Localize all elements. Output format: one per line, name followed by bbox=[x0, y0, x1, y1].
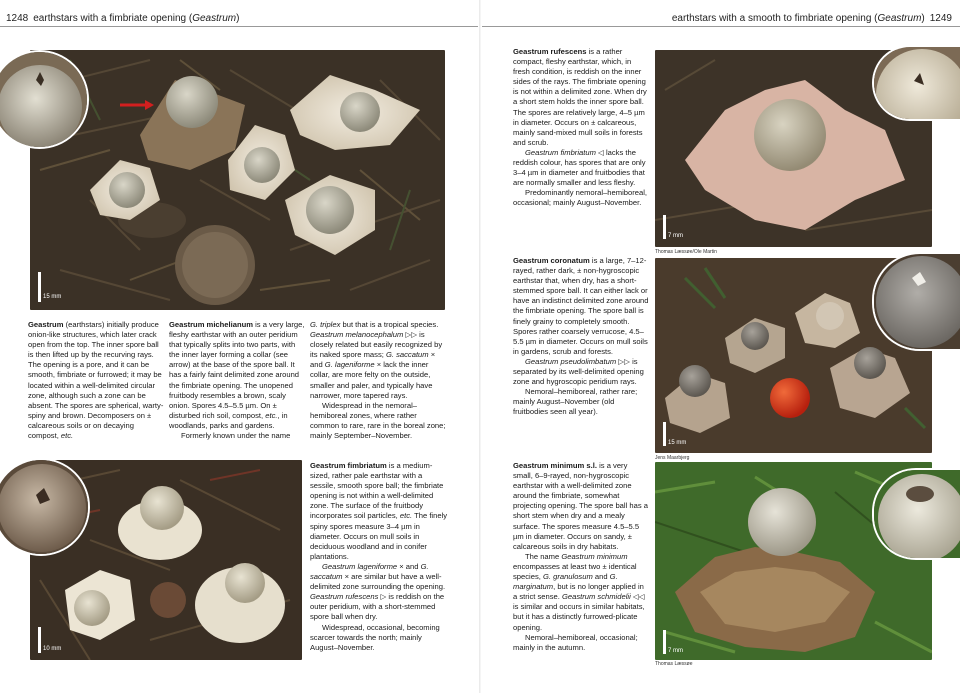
left-page-number: 1248 bbox=[6, 13, 29, 24]
text-minimum: Geastrum minimum s.l. is a very small, 6–9-rayed, non-hygroscopic earthstar with a well-delimited zone around the fimbriate, somewhat projecting opening. The spore ball has a short stem when dry and a mealy surface. The spores measure 4.5–5.5 µm in diameter. Occurs on sandy, ± calcareous soils in dry habitats. The name Geastrum minimum encompasses at least two ± identical species, G. granulosum and G. marginatum, but is no longer applied in a strict sense. Geastrum schmidelii ◁◁ is similar and occurs in similar habitats, but it has a distinctly furrowed-plicate opening. Nemoral–hemiboreal, occasional; mainly in the autumn. bbox=[513, 461, 648, 652]
scale-label: 15 mm bbox=[668, 440, 687, 446]
right-header-title: earthstars with a smooth to fimbriate opening (Geastrum) bbox=[671, 13, 925, 24]
scale-bar bbox=[663, 215, 666, 239]
photo-credit-coronatum: Jens Maarbjerg bbox=[655, 455, 690, 461]
left-page-header bbox=[6, 13, 239, 24]
book-spine bbox=[479, 0, 481, 693]
scale-bar bbox=[38, 627, 41, 653]
left-header-rule bbox=[0, 26, 478, 27]
text-fimbriatum: Geastrum fimbriatum is a medium-sized, rather pale earthstar with a sessile, smooth spore ball; the fimbriate opening is not within a well-delimited zone. The surface of the fruitbody incorporates soil particles, etc. The finely spiny spores measure 3–4 µm in diameter. Occurs on mull soils in deciduous woodland and in conifer plantations. Geastrum lageniforme × and G. saccatum × are similar but have a well-delimited zone surrounding the opening. Geastrum rufescens ▷ is reddish on the outer peridium, with a short-stemmed spore ball when dry. Widespread, occasional, becoming scarcer towards the north; mainly August–November. bbox=[310, 461, 448, 652]
inset-minimum-closeup bbox=[872, 468, 960, 560]
right-header-rule bbox=[482, 26, 960, 27]
right-page-number: 1249 bbox=[929, 13, 952, 24]
scale-bar bbox=[38, 272, 41, 302]
text-coronatum: Geastrum coronatum is a large, 7–12-rayed, rather dark, ± non-hygroscopic earthstar that, when dry, has a short-stemmed spore ball. It can either lack or have an indistinct delimited zone around the fimbriate opening. The spore ball is finely grainy to completely smooth. Spores rather coarsely verrucose, 4.5–5.5 µm in diameter. Occurs on mull soils in gardens, scrub and forests. Geastrum pseudolimbatum ▷▷ is separated by its well-delimited opening zone and hygroscopic peridium rays. Nemoral–hemiboreal, rather rare; mainly August–November (old fruitbodies seen all year). bbox=[513, 256, 649, 417]
scale-label: 10 mm bbox=[43, 646, 62, 652]
right-page-header bbox=[672, 13, 952, 24]
scale-label: 7 mm bbox=[668, 648, 683, 654]
text-michelianum-continued: G. triplex but that is a tropical species. Geastrum melanocephalum ▷▷ is closely related but easily recognized by its naked spore mass; G. saccatum × and G. lageniforme × lack the inner collar, are more felty on the outside, smaller and paler, and typically have narrower, more tapered rays. Widespread in the nemoral–hemiboreal zones, where rather common to rare, rare in the boreal zone; mainly September–November. bbox=[310, 320, 446, 441]
michelianum-illustration bbox=[30, 50, 445, 310]
inset-coronatum-closeup bbox=[872, 252, 960, 351]
scale-label: 15 mm bbox=[43, 294, 62, 300]
text-intro: Geastrum (earthstars) initially produce onion-like structures, which later crack open from the top. The inner spore ball is then lifted up by the recurving rays. The opening is a pore, and it can be smooth, fimbriate or furrowed; it may be located within a well-delimited circular zone, although such a zone can be absent. The spores are spherical, warty-spiny and brown. Decomposers on ± calcareous soils or on decaying compost, etc. bbox=[28, 320, 164, 441]
inset-rufescens-closeup bbox=[872, 45, 960, 121]
left-header-title: earthstars with a fimbriate opening (Geastrum) bbox=[33, 13, 240, 24]
photo-credit-rufescens: Thomas Læssøe/Ole Martin bbox=[655, 249, 717, 255]
text-michelianum: Geastrum michelianum is a very large, fleshy earthstar with an outer peridium that typically splits into two parts, with the inner layer forming a collar (see arrow) at the base of the spore ball. It has a fairly faint delimited zone around the fimbriate opening. The unopened fruitbody resembles a brown, scaly onion. Spores 4.5–5.5 µm. On ± disturbed rich soil, compost, etc., in woodlands, parks and gardens. Formerly known under the name bbox=[169, 320, 305, 441]
text-rufescens: Geastrum rufescens is a rather compact, fleshy earthstar, which, in fresh condition, is reddish on the inner sides of the rays. The fimbriate opening is not within a delimited zone. When dry a short stem holds the inner spore ball. The spores are relatively large, 4–5 µm in diameter. Occurs on ± calcareous, mainly sand-mixed mull soils in forests and scrub. Geastrum fimbriatum ◁ lacks the reddish colour, has spores that are only 3–4 µm in diameter and fruitbodies that are normally smaller and less fleshy. Predominantly nemoral–hemiboreal, occasional; mainly August–November. bbox=[513, 47, 647, 208]
photo-geastrum-michelianum bbox=[30, 50, 445, 310]
scale-bar bbox=[663, 422, 666, 446]
scale-label: 7 mm bbox=[668, 233, 683, 239]
scale-bar bbox=[663, 630, 666, 654]
photo-credit-minimum: Thomas Læssøe bbox=[655, 661, 693, 667]
